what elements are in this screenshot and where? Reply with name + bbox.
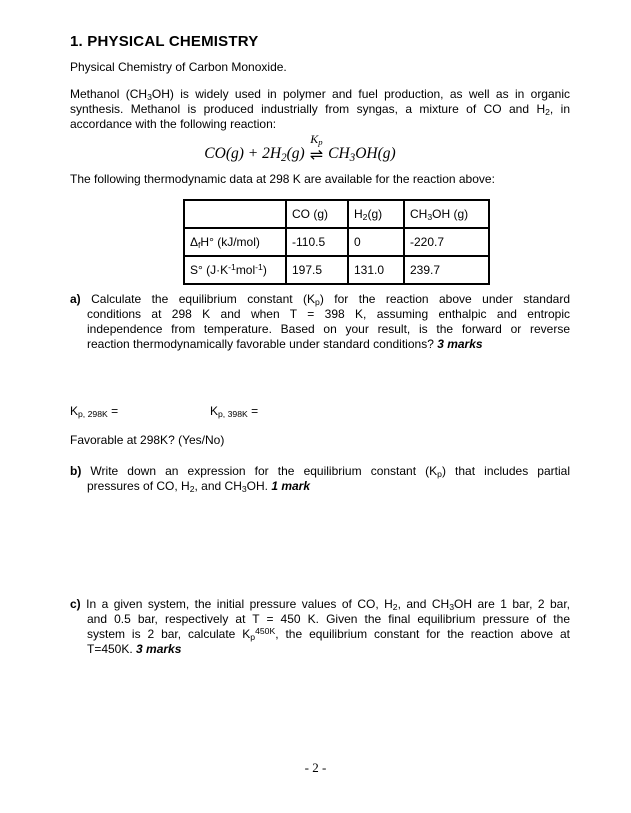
reaction-equation	[70, 133, 530, 163]
value-cell: 131.0	[348, 256, 404, 284]
text-line: Methanol $(CH_3OH)$ is widely used in polymer and fuel production, as well as in organic	[70, 87, 570, 103]
row-label: S° $(J\cdot K^{-1}mol^{-1})$	[184, 256, 286, 284]
text-line: conditions at 298 K and when T = 398 K, assuming enthalpic and entropic	[87, 307, 570, 321]
text-line: and 0.5 bar, respectively at T = 450 K. Given the final equilibrium pressure of the	[87, 612, 570, 626]
equilibrium-group	[310, 133, 323, 163]
row-label: $\Delta_fH^\circ$ (kJ/mol)	[184, 228, 286, 256]
table-row	[184, 256, 489, 284]
thermo-data-note: The following thermodynamic data at 298 K are available for the reaction above:	[70, 172, 495, 186]
text-line: pressures of CO, $H_2$, and $CH_3OH$. 1 mark	[87, 479, 311, 495]
table-header-cell	[184, 200, 286, 228]
table-header-cell: CO (g)	[286, 200, 348, 228]
page-number: - 2 -	[304, 760, 327, 775]
answer-blank-kp298: $K_{p, 298K}$ =	[70, 404, 119, 420]
equilibrium-arrow-icon: ⇌	[309, 145, 324, 164]
reaction-lhs: $CO(g) + 2H_2(g)$	[204, 145, 305, 164]
value-cell: 239.7	[404, 256, 489, 284]
reaction-rhs: $CH_3OH(g)$	[328, 145, 396, 164]
text-line: accordance with the following reaction:	[70, 117, 277, 131]
section-title: 1. PHYSICAL CHEMISTRY	[70, 33, 259, 50]
document-subtitle: Physical Chemistry of Carbon Monoxide.	[70, 60, 287, 74]
question-a	[70, 292, 570, 352]
text-line: independence from temperature. Based on your result, is the forward or reverse	[87, 322, 570, 336]
kp-label: $K_p$	[310, 132, 323, 148]
table-header-row	[184, 200, 489, 228]
value-cell: -110.5	[286, 228, 348, 256]
value-cell: 0	[348, 228, 404, 256]
table-header-cell: $CH_3OH$ (g)	[404, 200, 489, 228]
value-cell: 197.5	[286, 256, 348, 284]
text-line: a) Calculate the equilibrium constant $(K_p)$ for the reaction above under standard	[70, 292, 570, 308]
question-c	[70, 597, 570, 657]
question-b	[70, 464, 570, 494]
table-header-cell: $H_2(g)$	[348, 200, 404, 228]
favorable-prompt: Favorable at 298K? (Yes/No)	[70, 433, 225, 447]
answer-blank-kp398: $K_{p, 398K}$ =	[210, 404, 259, 420]
text-line: c) In a given system, the initial pressure values of CO, $H_2$, and $CH_3OH$ are 1 bar, 2 bar,	[70, 597, 570, 613]
table-row	[184, 228, 489, 256]
text-line: T=450K. 3 marks	[87, 642, 182, 656]
text-line: b) Write down an expression for the equilibrium constant $(K_p)$ that includes partial	[70, 464, 570, 480]
intro-paragraph	[70, 87, 570, 132]
text-line: synthesis. Methanol is produced industrially from syngas, a mixture of CO and $H_2$, in	[70, 102, 571, 118]
thermo-table	[183, 199, 490, 285]
text-line: system is 2 bar, calculate $K_p^{450K}$, the equilibrium constant for the reaction above at	[87, 626, 570, 643]
text-line: reaction thermodynamically favorable under standard conditions? 3 marks	[87, 337, 483, 351]
value-cell: -220.7	[404, 228, 489, 256]
